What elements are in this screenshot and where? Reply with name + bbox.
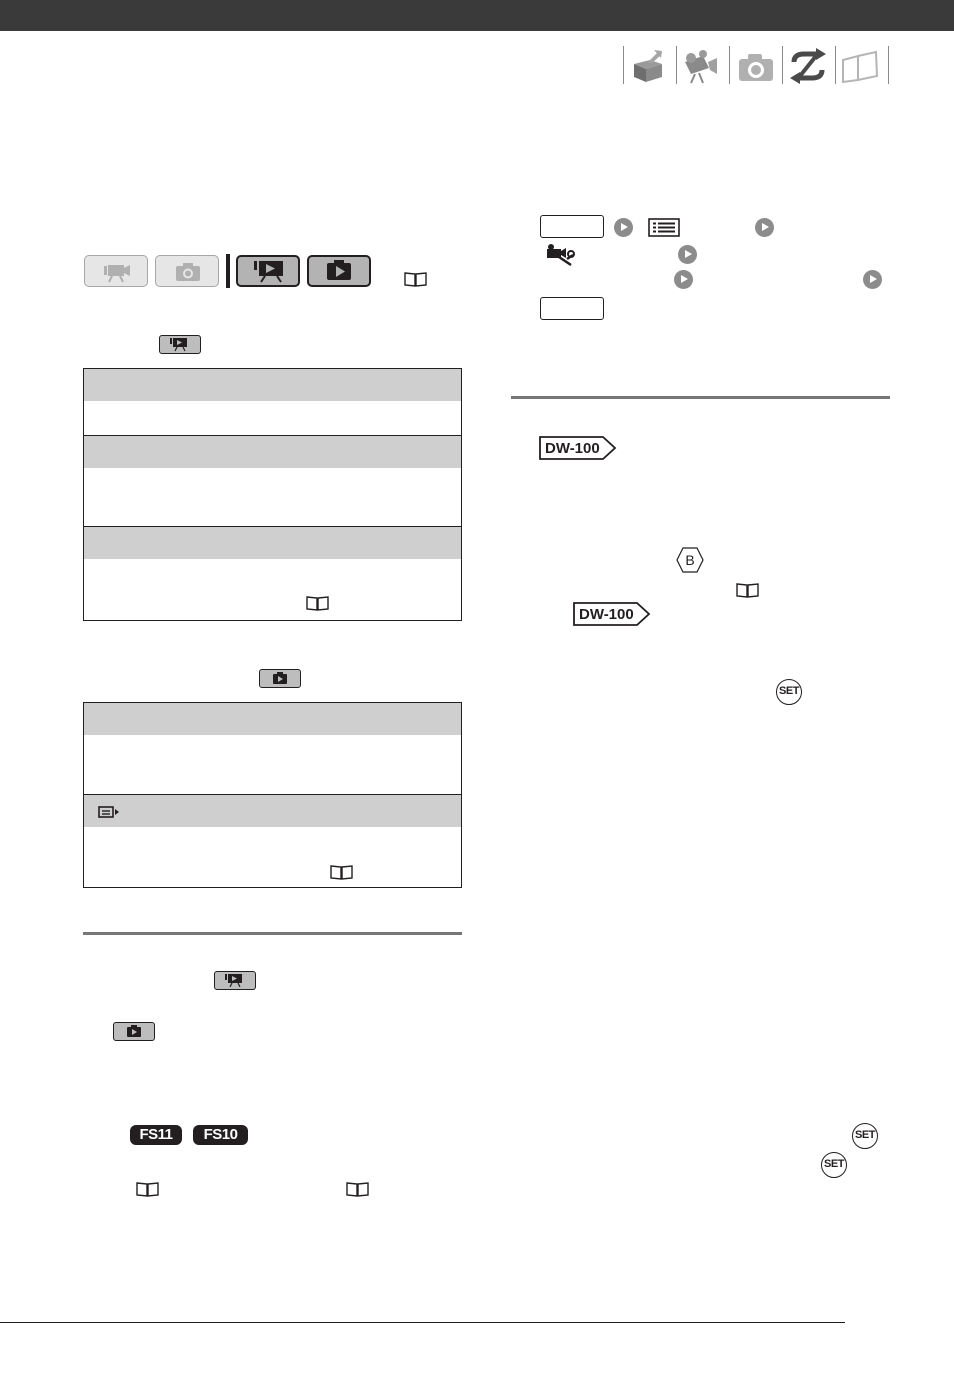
table-row-header — [84, 703, 461, 735]
b-button-icon — [675, 546, 705, 574]
nav-separator — [676, 46, 677, 84]
mode-divider — [226, 254, 230, 288]
func-key[interactable] — [540, 215, 604, 238]
nav-separator — [623, 46, 624, 84]
movie-play-key — [214, 971, 256, 990]
section-rule — [511, 396, 890, 399]
setup-wrench-icon — [545, 243, 575, 267]
book-icon — [306, 595, 330, 611]
movie-record-icon[interactable] — [84, 255, 148, 287]
table-row-header — [84, 526, 461, 559]
nav-separator — [888, 46, 889, 84]
arrow-icon — [678, 245, 697, 264]
section-rule — [83, 932, 462, 935]
svg-text:DW-100: DW-100 — [579, 606, 634, 623]
set-button[interactable]: SET — [852, 1123, 878, 1149]
arrow-icon — [863, 270, 882, 289]
dw100-tag — [573, 602, 651, 626]
model-badge-fs10: FS10 — [193, 1125, 248, 1145]
table-row — [84, 735, 461, 794]
book-icon — [330, 864, 354, 880]
table-row — [84, 827, 461, 886]
arrow-icon — [614, 218, 633, 237]
table-row-header — [84, 435, 461, 468]
table-row-header — [84, 794, 461, 827]
arrow-icon — [755, 218, 774, 237]
table-row — [84, 559, 461, 617]
box-icon[interactable] — [628, 48, 668, 84]
top-bar — [0, 0, 954, 31]
menu-list-icon — [648, 218, 680, 237]
model-badge-fs11: FS11 — [130, 1125, 182, 1145]
movie-playback-table — [83, 368, 462, 621]
svg-text:B: B — [685, 552, 695, 568]
set-button[interactable]: SET — [776, 679, 802, 705]
nav-separator — [729, 46, 730, 84]
photo-play-icon[interactable] — [307, 255, 371, 287]
table-row-header — [84, 369, 461, 401]
camera-icon[interactable] — [736, 48, 776, 84]
arrow-icon — [674, 270, 693, 289]
movie-play-icon[interactable] — [236, 255, 300, 287]
func-key[interactable] — [540, 297, 604, 320]
photo-record-icon[interactable] — [155, 255, 219, 287]
footer-rule — [0, 1322, 845, 1323]
photo-playback-table — [83, 702, 462, 888]
svg-text:DW-100: DW-100 — [545, 440, 600, 457]
book-icon — [346, 1181, 370, 1197]
dw100-tag — [539, 436, 617, 460]
book-icon[interactable] — [840, 48, 880, 84]
set-button[interactable]: SET — [821, 1152, 847, 1178]
book-icon — [404, 271, 428, 287]
photo-play-key — [113, 1022, 155, 1041]
table-row — [84, 468, 461, 526]
book-icon — [136, 1181, 160, 1197]
nav-separator — [835, 46, 836, 84]
arrows-icon[interactable] — [788, 48, 828, 84]
nav-separator — [782, 46, 783, 84]
book-icon — [736, 582, 760, 598]
camcorder-icon[interactable] — [681, 48, 721, 84]
table-row — [84, 401, 461, 435]
photo-play-key — [259, 669, 301, 688]
movie-play-key — [159, 335, 201, 354]
slideshow-icon — [98, 803, 122, 819]
